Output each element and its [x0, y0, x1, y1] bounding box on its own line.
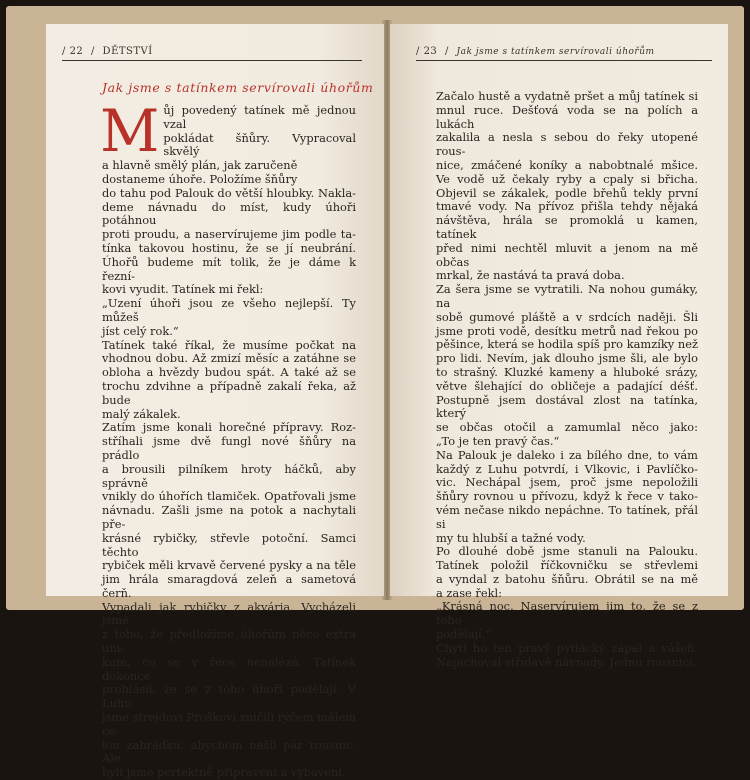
- right-page-number: 23: [423, 46, 438, 57]
- right-line: my tu hlubší a tažné vody.: [436, 530, 586, 545]
- left-line: trochu zdvihne a případně zakalí řeka, až bude: [102, 378, 356, 407]
- right-line: Tatínek položil říčkovničku se střevlemi: [436, 558, 698, 573]
- right-header-rule: [416, 60, 712, 61]
- right-line: před nimi nechtěl mluvit a jenom na mě občas: [436, 240, 698, 269]
- left-line: proti proudu, a naservírujeme jim podle ta-: [102, 227, 356, 242]
- left-running-head: / 22 / DĚTSTVÍ: [62, 46, 153, 57]
- left-line: prohlásil, že se z toho úhoři podělají. V Luhu: [102, 682, 356, 711]
- left-line: návnadu. Zašli jsme na potok a nachytali pře-: [102, 503, 356, 531]
- right-line: Napichoval střídavě návnady. Jednu rousnici,: [436, 654, 697, 669]
- left-line: jsme strejdovi Proškovi zničili rýčem málem ce-: [102, 710, 356, 738]
- left-line: byli jsme perfektně připraveni a vybaveni.: [102, 765, 346, 780]
- right-line: pěšince, která se hodila spíš pro kamzíky než: [436, 337, 698, 352]
- right-line: a vyndal z batohu šňůru. Obrátil se na mě: [436, 571, 698, 586]
- right-line: Začalo hustě a vydatně pršet a můj tatínek si: [436, 89, 698, 103]
- right-line: vic. Nechápal jsem, proč jsme nepoložili: [436, 475, 698, 490]
- left-line: Úhořů budeme mít tolik, že je dáme k řezní-: [102, 254, 356, 283]
- right-line: Ve vodě už čekaly ryby a cpaly si břicha.: [436, 171, 698, 186]
- right-running-title: Jak jsme s tatínkem servírovali úhořům: [456, 47, 655, 57]
- left-line: jim hrála smaragdová zeleň a sametová čerň.: [102, 572, 356, 600]
- left-line: lou zahrádku, abychom našli pár rousnic. Ale: [102, 737, 356, 766]
- left-line: a hlavně smělý plán, jak zaručeně: [102, 158, 298, 173]
- left-line: Zatím jsme konali horečné přípravy. Roz-: [102, 420, 356, 435]
- left-line: „Uzení úhoři jsou ze všeho nejlepší. Ty můžeš: [102, 296, 356, 324]
- right-line: „Krásná noc. Naservírujem jim to, že se z toho: [436, 599, 698, 628]
- right-line: Chytl ho ten pravý pytlácký zápal a vášeň.: [436, 640, 698, 655]
- left-line: krásné rybičky, střevle potoční. Samci těchto: [102, 530, 356, 559]
- left-line: Vypadali jak rybičky z akvária. Vycházeli jsme: [102, 599, 356, 628]
- left-line: vhodnou dobu. Až zmizí měsíc a zatáhne se: [102, 351, 356, 366]
- right-line: Za šera jsme se vytratili. Na nohou gumáky, na: [436, 282, 698, 310]
- left-header-rule: [62, 60, 362, 61]
- right-line: Po dlouhé době jsme stanuli na Palouku.: [436, 544, 698, 559]
- drop-cap: M: [100, 97, 160, 165]
- left-page-number: 22: [69, 46, 84, 57]
- chapter-title: Jak jsme s tatínkem servírovali úhořům: [102, 80, 374, 95]
- right-line: to strašný. Kluzké kameny a hluboké srázy,: [436, 364, 698, 379]
- left-line: jíst celý rok.“: [102, 323, 179, 338]
- right-line: podělají.“: [436, 627, 492, 642]
- right-line: šňůry rovnou u přívozu, když k řece v tako-: [436, 489, 698, 504]
- right-line: tmavé vody. Na přívoz přišla tehdy nějaká: [436, 199, 698, 214]
- left-line: vnikly do úhořích tlamiček. Opatřovali jsme: [102, 489, 356, 504]
- left-line: kum, co se v řece nenalézá. Tatínek dokonce: [102, 654, 356, 683]
- right-running-head: / 23 / Jak jsme s tatínkem servírovali úhořům: [416, 46, 655, 57]
- right-page: [390, 24, 728, 669]
- right-line: nice, zmáčené koníky a nabobtnalé mšice.: [436, 157, 698, 172]
- right-line: se občas otočil a zamumlal něco jako:: [436, 420, 698, 435]
- right-line: jsme proti vodě, desítku metrů nad řekou po: [436, 323, 698, 338]
- left-line: tínka takovou hostinu, že se jí neubrání.: [102, 240, 356, 255]
- left-line: dostaneme úhoře. Položíme šňůry: [102, 171, 298, 186]
- left-body-text: [100, 97, 356, 780]
- right-line: Postupně jsem dostával zlost na tatínka, který: [436, 392, 698, 421]
- left-line: pokládat šňůry. Vypracoval skvělý: [163, 130, 356, 159]
- right-line: vém nečase nikdo nepáchne. To tatínek, přál si: [436, 502, 698, 531]
- right-line: každý z Luhu potvrdí, i Vlkovic, i Pavlíčko-: [436, 461, 698, 476]
- left-line: rybiček měli krvavě červené pysky a na těle: [102, 558, 356, 573]
- right-line: mnul ruce. Dešťová voda se na polích a lukách: [436, 102, 698, 131]
- left-line: Tatínek také říkal, že musíme počkat na: [102, 337, 356, 352]
- left-line: malý zákalek.: [102, 406, 181, 421]
- left-line: z toho, že předložíme úhořům něco extra uni-: [102, 627, 356, 656]
- right-line: návštěva, hrála se promoklá u kamen, tatínek: [436, 213, 698, 241]
- left-page: [46, 24, 384, 780]
- right-line: zakalila a nesla s sebou do řeky utopené rous-: [436, 130, 698, 159]
- right-line: větve šlehající do obličeje a padající déšť.: [436, 378, 698, 393]
- left-line: deme návnadu do míst, kudy úhoři potáhnou: [102, 199, 356, 228]
- left-line: do tahu pod Palouk do větší hloubky. Nakla-: [102, 185, 356, 200]
- open-book: [6, 6, 744, 780]
- right-line: a zase řekl:: [436, 585, 502, 600]
- right-line: Objevil se zákalek, podle břehů tekly první: [436, 185, 698, 200]
- left-line: ůj povedený tatínek mě jednou vzal: [163, 103, 356, 131]
- right-line: „To je ten pravý čas.“: [436, 433, 560, 448]
- left-line: a brousili pilníkem hroty háčků, aby správně: [102, 461, 356, 490]
- right-body-text: [436, 90, 698, 669]
- left-line: stříhali jsme dvě fungl nové šňůry na prádlo: [102, 434, 356, 462]
- right-line: sobě gumové pláště a v srdcích naději. Šli: [436, 309, 698, 324]
- left-line: kovi vyudit. Tatínek mi řekl:: [102, 282, 264, 297]
- left-section-title: DĚTSTVÍ: [102, 46, 153, 57]
- left-line: obloha a hvězdy budou spát. A také až se: [102, 365, 356, 380]
- right-line: pro lidi. Nevím, jak dlouho jsme šli, ale bylo: [436, 351, 698, 366]
- right-line: mrkal, že nastává ta pravá doba.: [436, 268, 625, 283]
- right-line: Na Palouk je daleko i za bílého dne, to vám: [436, 447, 698, 462]
